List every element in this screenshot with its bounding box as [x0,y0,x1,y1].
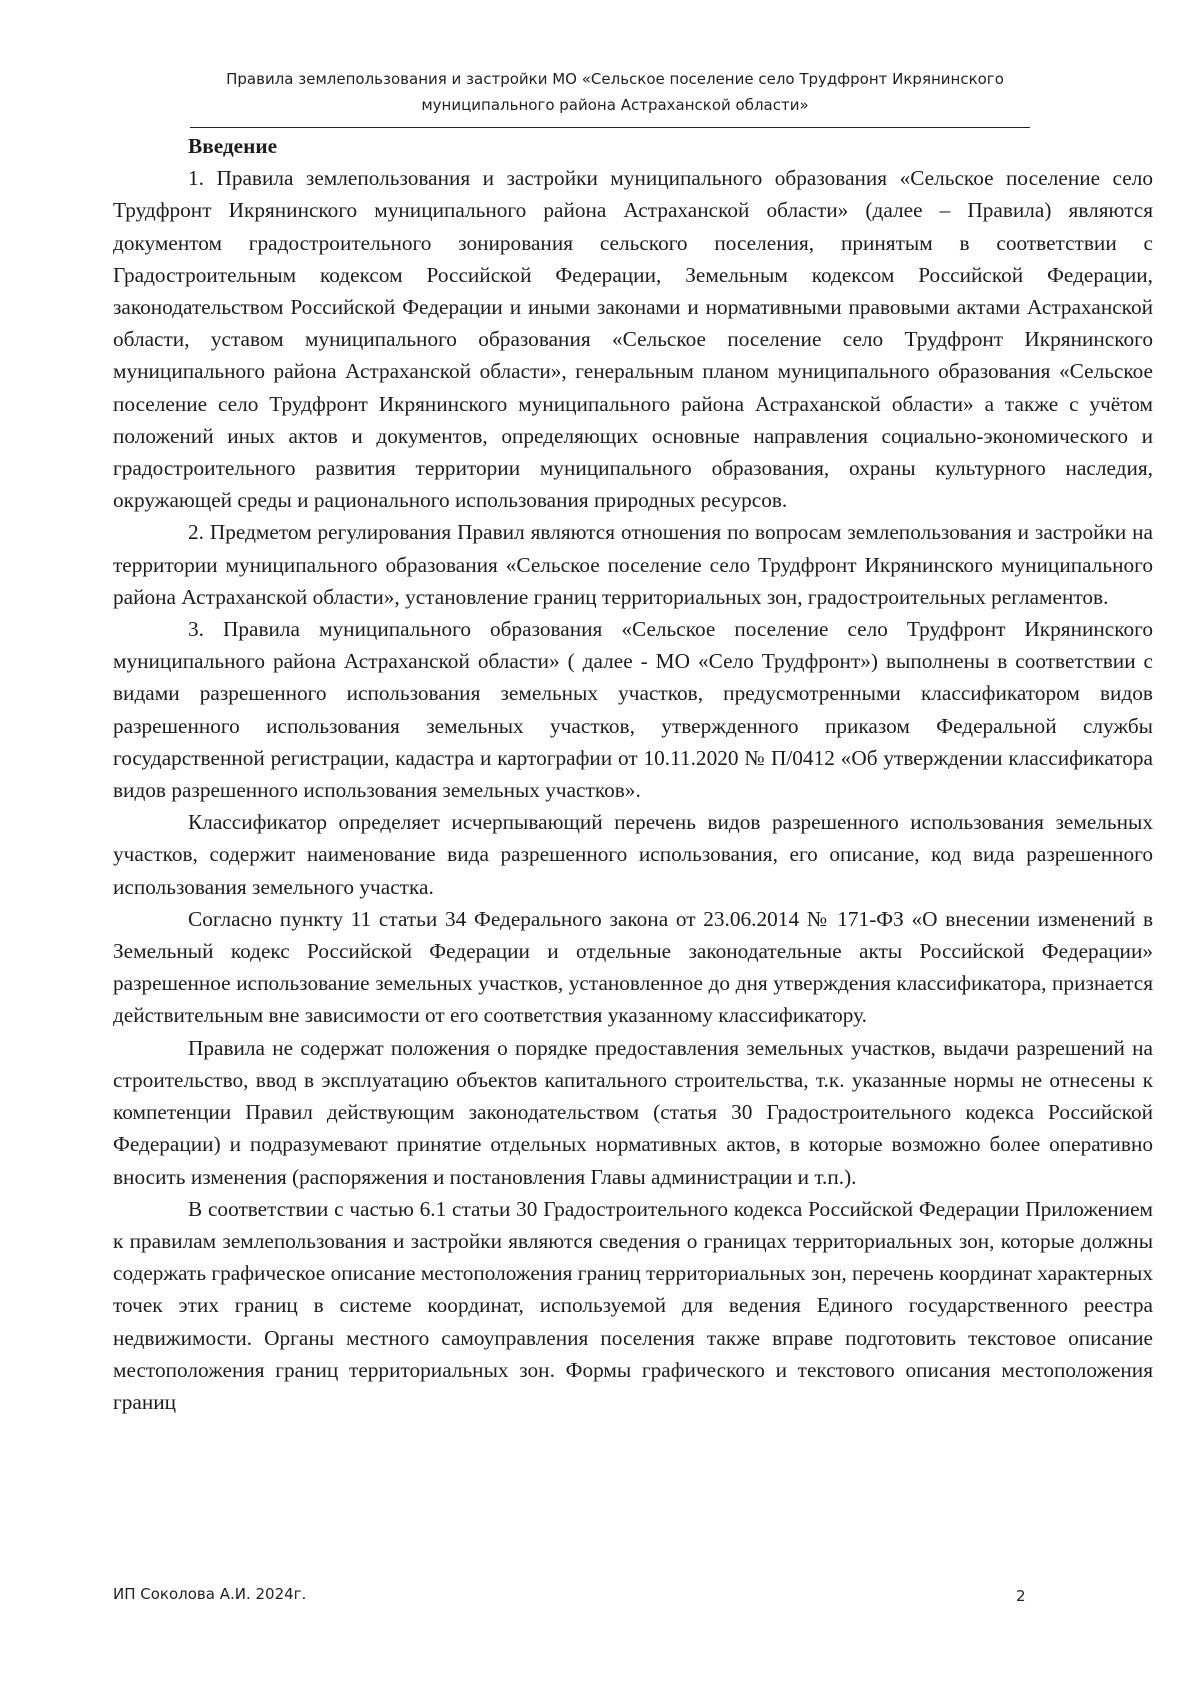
running-header-line-2: муниципального района Астраханской области» [421,96,809,114]
document-body [113,130,1153,1418]
footer-author: ИП Соколова А.И. 2024г. [113,1585,307,1603]
paragraph-scope-exclusions: Правила не содержат положения о порядке предоставления земельных участков, выдачи разрешений на строительство, ввод в эксплуатацию объектов капитального строительства, т.к. указанные нормы не отнесены к компетенции Правил действующим законодательством (статья 30 Градостроительного кодекса Российской Федерации) и подразумевают принятие отдельных нормативных актов, в которые возможно более оперативно вносить изменения (распоряжения и постановления Главы администрации и т.п.). [113,1035,1153,1189]
paragraph-federal-law: Согласно пункту 11 статьи 34 Федерального закона от 23.06.2014 № 171-ФЗ «О внесении изменений в Земельный кодекс Российской Федерации и отдельные законодательные акты Российской Федерации» разрешенное использование земельных участков, установленное до дня утверждения классификатора, признается действительным вне зависимости от его соответствия указанному классификатору. [113,906,1153,1028]
paragraph-classifier: Классификатор определяет исчерпывающий перечень видов разрешенного использования земельных участков, содержит наименование вида разрешенного использования, его описание, код вида разрешенного использования земельного участка. [113,810,1153,899]
running-header [150,66,1080,118]
running-header-line-1: Правила землепользования и застройки МО «Сельское поселение село Трудфронт Икрянинского [226,70,1004,88]
section-title: Введение [188,134,278,158]
paragraph-2: 2. Предметом регулирования Правил являются отношения по вопросам землепользования и застройки на территории муниципального образования «Сельское поселение село Трудфронт Икрянинского муниципального района Астраханской области», установление границ территориальных зон, градостроительных регламентов. [113,520,1153,609]
paragraph-1: 1. Правила землепользования и застройки муниципального образования «Сельское поселение село Трудфронт Икрянинского муниципального района Астраханской области» (далее – Правила) являются документом градостроительного зонирования сельского поселения, принятым в соответствии с Градостроительным кодексом Российской Федерации, Земельным кодексом Российской Федерации, законодательством Российской Федерации и иными законами и нормативными правовыми актами Астраханской области, уставом муниципального образования «Сельское поселение село Трудфронт Икрянинского муниципального района Астраханской области», генеральным планом муниципального образования «Сельское поселение село Трудфронт Икрянинского муниципального района Астраханской области» а также с учётом положений иных актов и документов, определяющих основные направления социально-экономического и градостроительного развития территории муниципального образования, охраны культурного наследия, окружающей среды и рационального использования природных ресурсов. [113,166,1153,513]
paragraph-3: 3. Правила муниципального образования «Сельское поселение село Трудфронт Икрянинского муниципального района Астраханской области» ( далее - МО «Село Трудфронт») выполнены в соответствии с видами разрешенного использования земельных участков, предусмотренными классификатором видов разрешенного использования земельных участков, утвержденного приказом Федеральной службы государственной регистрации, кадастра и картографии от 10.11.2020 № П/0412 «Об утверждении классификатора видов разрешенного использования земельных участков». [113,617,1153,803]
page-number: 2 [1016,1587,1026,1605]
paragraph-appendix-boundaries: В соответствии с частью 6.1 статьи 30 Градостроительного кодекса Российской Федерации Приложением к правилам землепользования и застройки являются сведения о границах территориальных зон, которые должны содержать графическое описание местоположения границ территориальных зон, перечень координат характерных точек этих границ в системе координат, используемой для ведения Единого государственного реестра недвижимости. Органы местного самоуправления поселения также вправе подготовить текстовое описание местоположения границ территориальных зон. Формы графического и текстового описания местоположения границ [113,1196,1153,1414]
header-divider [190,127,1030,128]
